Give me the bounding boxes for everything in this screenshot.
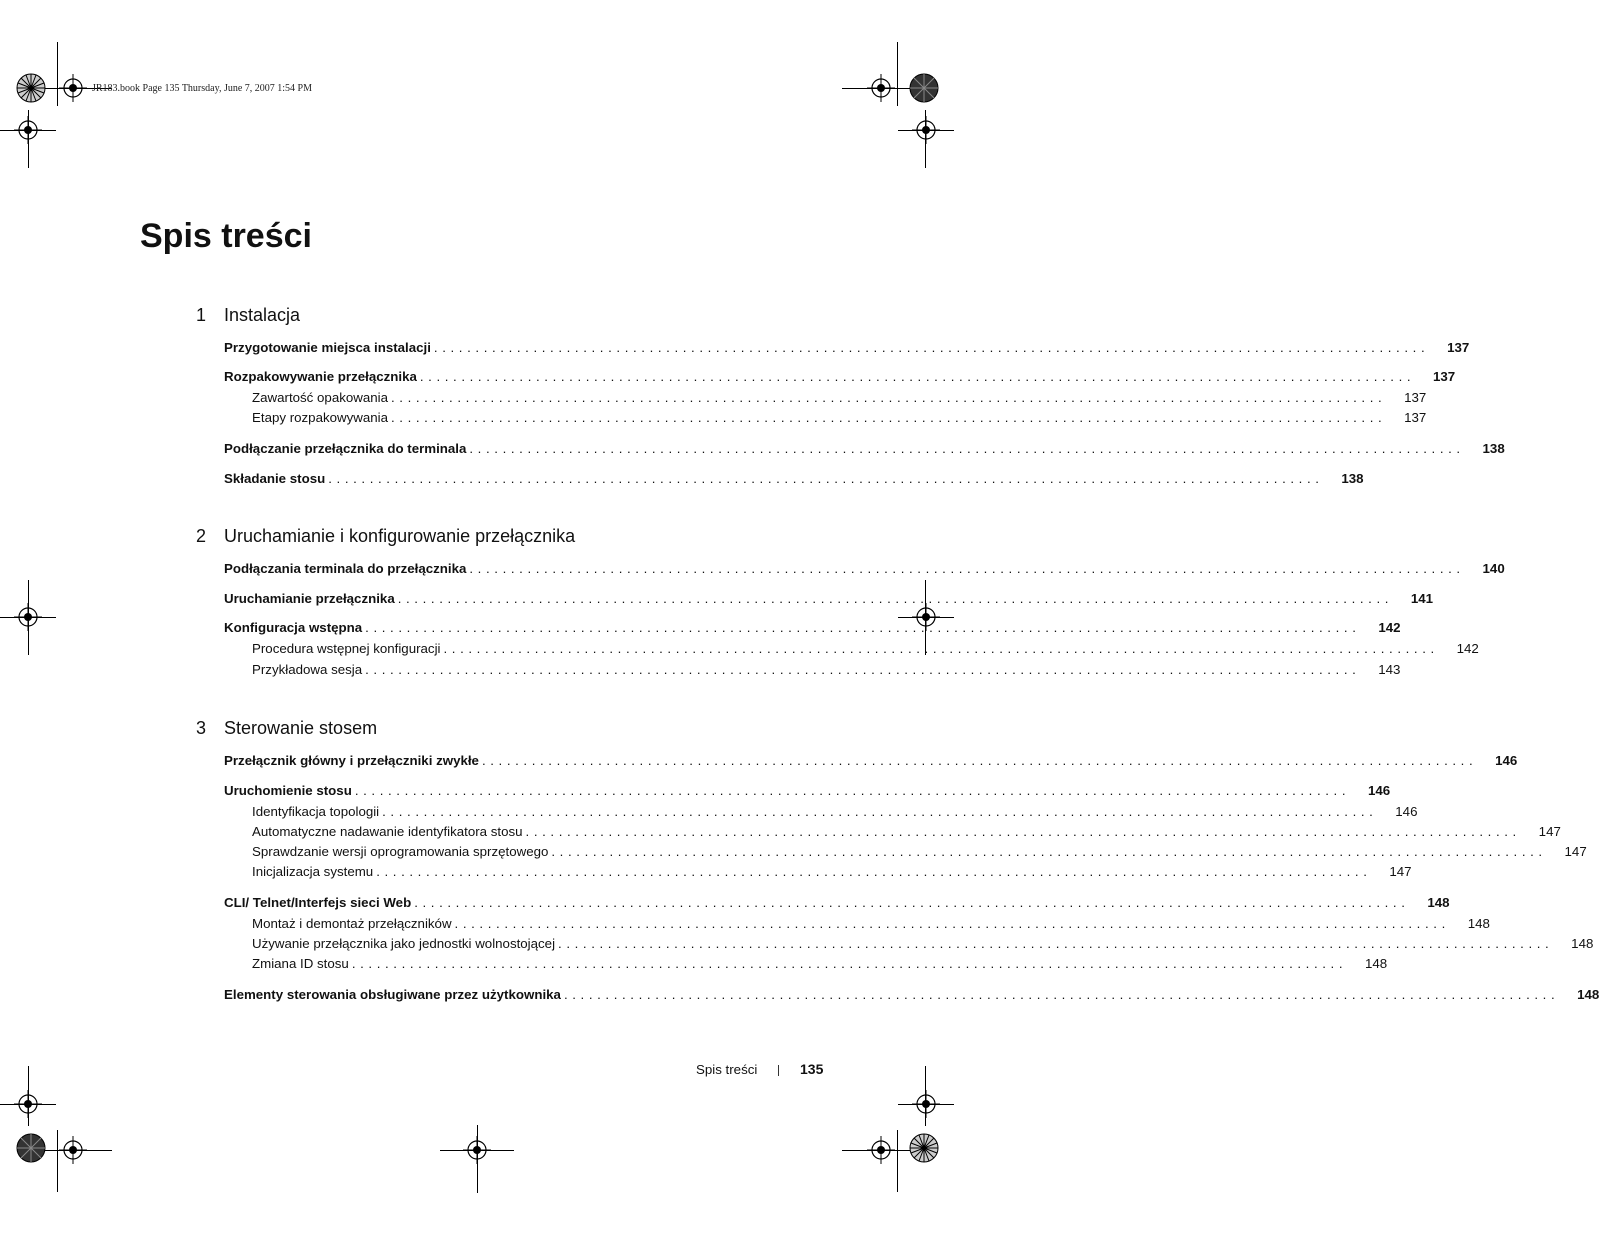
toc-entry-page: 137: [1447, 340, 1470, 355]
toc-subentry[interactable]: [252, 640, 1479, 658]
toc-entry-page: 147: [1389, 864, 1412, 879]
toc-subentry[interactable]: [252, 915, 1490, 933]
chapter-number: 3: [196, 718, 207, 738]
registration-mark-icon: [898, 102, 954, 158]
toc-entry-text: Przygotowanie miejsca instalacji: [224, 340, 431, 355]
dot-leader: ........................................................................................................................: [469, 561, 1465, 576]
dot-leader: ........................................................................................................................: [469, 441, 1465, 456]
chapter-title: Uruchamianie i konfigurowanie przełącznika: [224, 526, 576, 546]
dot-leader: ........................................................................................................................: [397, 591, 1394, 606]
toc-subentry[interactable]: [252, 955, 1388, 973]
toc-entry-text: Przełącznik główny i przełączniki zwykłe: [224, 753, 479, 768]
toc-entry-page: 140: [1482, 561, 1505, 576]
toc-entry-page: 148: [1571, 936, 1594, 951]
dot-leader: ........................................................................................................................: [351, 956, 1348, 971]
toc-entry-page: 148: [1427, 895, 1450, 910]
toc-entry-text: CLI/ Telnet/Interfejs sieci Web: [224, 895, 412, 910]
dot-leader: ........................................................................................................................: [454, 916, 1450, 931]
toc-entry-page: 142: [1378, 620, 1401, 635]
toc-entry-page: 137: [1404, 390, 1427, 405]
dot-leader: ........................................................................................................................: [365, 620, 1361, 635]
dot-leader: ........................................................................................................................: [563, 987, 1560, 1002]
toc-entry-text: Konfiguracja wstępna: [224, 620, 363, 635]
toc-entry[interactable]: [224, 894, 1450, 912]
toc-entry-text: Składanie stosu: [224, 471, 326, 486]
toc-entry-text: Sprawdzanie wersji oprogramowania sprzętowego: [252, 844, 549, 859]
toc-subentry[interactable]: [252, 803, 1418, 821]
dot-leader: ........................................................................................................................: [419, 369, 1416, 384]
toc-entry-text: Uruchamianie przełącznika: [224, 591, 395, 606]
registration-mark-icon: [449, 1122, 505, 1178]
dot-leader: ........................................................................................................................: [481, 753, 1478, 768]
chapter-number: 2: [196, 526, 207, 546]
toc-entry-text: Montaż i demontaż przełączników: [252, 916, 452, 931]
star-target-icon: [16, 1133, 46, 1163]
toc-entry-page: 137: [1404, 410, 1427, 425]
page-number: 135: [800, 1061, 824, 1077]
chapter-number: 1: [196, 305, 207, 325]
dot-leader: ........................................................................................................................: [443, 641, 1439, 656]
toc-entry-page: 138: [1341, 471, 1364, 486]
dot-leader: ........................................................................................................................: [391, 410, 1387, 425]
toc-entry-page: 138: [1482, 441, 1505, 456]
toc-entry-text: Podłączania terminala do przełącznika: [224, 561, 467, 576]
toc-entry-page: 148: [1577, 987, 1599, 1002]
dot-leader: ........................................................................................................................: [328, 471, 1324, 486]
toc-entry[interactable]: [224, 619, 1401, 637]
toc-entry-page: 147: [1538, 824, 1561, 839]
toc-entry[interactable]: [224, 986, 1599, 1004]
toc-subentry[interactable]: [252, 863, 1412, 881]
toc-entry-text: Procedura wstępnej konfiguracji: [252, 641, 441, 656]
toc-entry-text: Zawartość opakowania: [252, 390, 388, 405]
chapter-heading: [196, 717, 377, 739]
toc-entry-page: 148: [1364, 956, 1388, 971]
dot-leader: ........................................................................................................................: [558, 936, 1554, 951]
toc-entry-text: Etapy rozpakowywania: [252, 410, 388, 425]
registration-mark-icon: [0, 589, 56, 645]
toc-entry-text: Przykładowa sesja: [252, 662, 363, 677]
toc-entry[interactable]: [224, 782, 1391, 800]
footer-divider: [778, 1065, 779, 1076]
toc-subentry[interactable]: [252, 843, 1587, 861]
toc-entry-text: Identyfikacja topologii: [252, 804, 380, 819]
page-title: Spis treści: [140, 217, 312, 255]
dot-leader: ........................................................................................................................: [525, 824, 1521, 839]
toc-entry-page: 143: [1378, 662, 1401, 677]
toc-entry-text: Uruchomienie stosu: [224, 783, 352, 798]
toc-entry-page: 146: [1495, 753, 1518, 768]
dot-leader: ........................................................................................................................: [551, 844, 1547, 859]
chapter-heading: [196, 304, 300, 326]
footer-label: Spis treści: [696, 1062, 758, 1077]
star-target-icon: [909, 1133, 939, 1163]
star-target-icon: [16, 73, 46, 103]
toc-entry-page: 142: [1456, 641, 1479, 656]
toc-entry-text: Podłączanie przełącznika do terminala: [224, 441, 467, 456]
toc-entry-page: 137: [1433, 369, 1456, 384]
registration-mark-icon: [853, 1122, 909, 1178]
dot-leader: ........................................................................................................................: [414, 895, 1410, 910]
toc-entry-page: 148: [1467, 916, 1490, 931]
dot-leader: ........................................................................................................................: [391, 390, 1387, 405]
chapter-heading: [196, 525, 575, 547]
registration-mark-icon: [45, 1122, 101, 1178]
toc-entry-page: 147: [1564, 844, 1587, 859]
dot-leader: ........................................................................................................................: [382, 804, 1378, 819]
toc-entry-text: Inicjalizacja systemu: [252, 864, 374, 879]
toc-entry-text: Automatyczne nadawanie identyfikatora stosu: [252, 824, 523, 839]
toc-entry[interactable]: [224, 470, 1364, 488]
toc-entry-text: Używanie przełącznika jako jednostki wolnostojącej: [252, 936, 556, 951]
toc-entry[interactable]: [224, 368, 1456, 386]
star-target-icon: [909, 73, 939, 103]
toc-subentry[interactable]: [252, 935, 1594, 953]
toc-entry[interactable]: [224, 560, 1505, 578]
toc-subentry[interactable]: [252, 661, 1401, 679]
toc-entry[interactable]: [224, 440, 1505, 458]
toc-entry[interactable]: [224, 590, 1434, 608]
toc-subentry[interactable]: [252, 823, 1561, 841]
toc-entry-text: Zmiana ID stosu: [252, 956, 349, 971]
toc-entry-text: Rozpakowywanie przełącznika: [224, 369, 417, 384]
dot-leader: ........................................................................................................................: [376, 864, 1372, 879]
dot-leader: ........................................................................................................................: [433, 340, 1430, 355]
chapter-title: Sterowanie stosem: [224, 718, 378, 738]
toc-entry[interactable]: [224, 339, 1470, 357]
dot-leader: ........................................................................................................................: [354, 783, 1351, 798]
registration-mark-icon: [0, 102, 56, 158]
toc-entry-page: 146: [1395, 804, 1418, 819]
toc-entry-text: Elementy sterowania obsługiwane przez użytkownika: [224, 987, 561, 1002]
toc-entry[interactable]: [224, 752, 1518, 770]
print-info: JR183.book Page 135 Thursday, June 7, 2007 1:54 PM: [92, 83, 312, 94]
toc-subentry[interactable]: [252, 409, 1427, 427]
toc-entry-page: 141: [1410, 591, 1434, 606]
toc-subentry[interactable]: [252, 389, 1427, 407]
toc-entry-page: 146: [1367, 783, 1391, 798]
dot-leader: ........................................................................................................................: [365, 662, 1361, 677]
chapter-title: Instalacja: [224, 305, 301, 325]
